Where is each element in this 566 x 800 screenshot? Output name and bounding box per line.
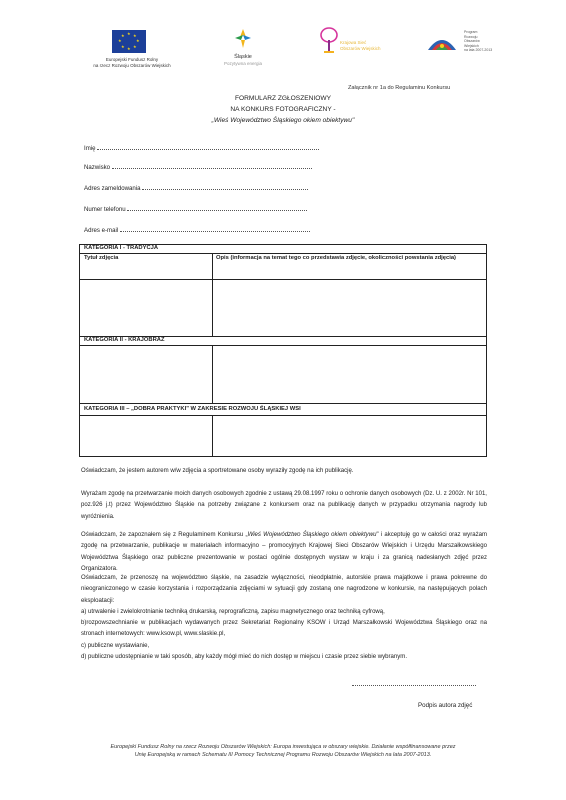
signature-label: Podpis autora zdjęć xyxy=(418,702,473,709)
ksow-logo-icon xyxy=(318,26,340,59)
signature-line[interactable] xyxy=(352,685,476,686)
category-2-heading: KATEGORIA II - KRAJOBRAZ xyxy=(84,337,165,343)
address-dotted-line xyxy=(142,183,308,190)
category-1-heading: KATEGORIA I - TRADYCJA xyxy=(84,245,159,251)
prow-line-4: Wiejskich xyxy=(464,43,479,48)
ksow-logo-text xyxy=(340,40,410,51)
eu-flag-logo: ★ ★ ★ ★ ★ ★ ★ ★ xyxy=(112,30,146,53)
prow-logo-text xyxy=(464,30,504,53)
prow-logo-icon xyxy=(424,26,460,63)
first-name-field[interactable] xyxy=(84,143,319,152)
regulations-text-end: " i akceptuję go w całości oraz wyrażam zgodę na przetwarzanie, publikacje w materiałach informacyjno – promocyjnych Krajowej Sieci Obszarów Wiejskich i Urzędu Marszałkowskiego Województwa Śląskiego oraz publiczne prezentowanie w postaci ogólnie dostępnych wystaw w kraju i za granicą nadesłanych zdjęć przez Organizatora. xyxy=(81,532,487,572)
description-header: Opis (informacja na temat tego co przedstawia zdjęcie, okoliczności powstania zdjęcia) xyxy=(216,255,456,261)
address-field[interactable] xyxy=(84,183,308,192)
field-of-use-d: d) publiczne udostępnianie w taki sposób, aby każdy mógł mieć do nich dostęp w miejscu i czasie przez siebie wybranym. xyxy=(81,654,408,661)
category-3-description-cell[interactable] xyxy=(213,416,486,456)
field-of-use-a: a) utrwalenie i zwielokrotnianie techniką drukarską, reprograficzną, zapisu magnetycznego oraz techniką cyfrową, xyxy=(81,608,385,615)
phone-field[interactable] xyxy=(84,204,307,213)
prow-line-3: Obszarów xyxy=(464,39,480,44)
prow-line-1: Program xyxy=(464,30,478,34)
copyright-transfer xyxy=(81,573,487,663)
eafrd-logo-text xyxy=(82,57,182,68)
phone-dotted-line xyxy=(127,204,307,211)
first-name-label: Imię xyxy=(84,145,96,152)
prow-line-5: na lata 2007-2013 xyxy=(464,48,493,53)
email-dotted-line xyxy=(120,225,310,232)
slaskie-logo-icon xyxy=(230,26,256,57)
footer-line-1: Europejski Fundusz Rolny na rzecz Rozwoju Obszarów Wiejskich: Europa inwestująca w obszary wiejskie. Działanie współfinansowane przez xyxy=(110,744,456,750)
slaskie-name: Śląskie xyxy=(234,54,252,60)
category-3-title-cell[interactable] xyxy=(80,416,212,456)
slaskie-logo-text xyxy=(215,55,271,66)
photo-title-header: Tytuł zdjęcia xyxy=(84,255,119,261)
email-field[interactable] xyxy=(84,225,310,234)
category-2-title-cell[interactable] xyxy=(80,346,212,403)
ksow-line-2: Obszarów Wiejskich xyxy=(340,45,381,51)
regulations-text-start: Oświadczam, że zapoznałem się z Regulaminem Konkursu „ xyxy=(81,532,248,538)
contest-name: „Wieś Województwo Śląskiego okiem obiektywu" xyxy=(211,117,355,124)
email-label: Adres e-mail xyxy=(84,227,119,234)
category-1-title-cell[interactable] xyxy=(80,281,212,336)
prow-line-2: Rozwoju xyxy=(464,34,478,39)
copyright-intro: Oświadczam, że przenoszę na województwo śląskie, na zasadzie wyłączności, nieodpłatnie, autorskie prawa majątkowe i prawa pokrewne do nieograniczonego w czasie korzystania i rozporządzania zdjęciami w sytuacji gdy zostaną one nagrodzone w konkursie, na następujących polach eksploatacji: xyxy=(81,575,487,604)
eafrd-line-1: Europejski Fundusz Rolny xyxy=(105,57,159,62)
attachment-note: Załącznik nr 1a do Regulaminu Konkursu xyxy=(348,85,451,91)
last-name-dotted-line xyxy=(112,162,312,169)
footer-note xyxy=(40,744,526,759)
slaskie-slogan: Pozytywna energia xyxy=(223,60,263,66)
field-of-use-b: b)rozpowszechnianie w publikacjach wydawanych przez Sekretariat Regionalny KSOW i Urząd Marszałkowski Województwa Śląskiego oraz na stronach internetowych: www.ksow.pl, www.slaskie.pl, xyxy=(81,620,487,638)
category-1-description-cell[interactable] xyxy=(213,281,486,336)
last-name-label: Nazwisko xyxy=(84,164,111,171)
last-name-field[interactable] xyxy=(84,162,312,171)
field-of-use-c: c) publiczne wystawianie, xyxy=(81,642,150,649)
form-title-line-2: NA KONKURS FOTOGRAFICZNY - xyxy=(230,106,336,113)
regulations-acceptance xyxy=(81,530,487,575)
authorship-declaration: Oświadczam, że jestem autorem w/w zdjęcia a sportretowane osoby wyraziły zgodę na ich publikację. xyxy=(81,468,354,474)
form-title-line-1: FORMULARZ ZGŁOSZENIOWY xyxy=(235,95,331,102)
phone-label: Numer telefonu xyxy=(84,206,126,213)
category-2-description-cell[interactable] xyxy=(213,346,486,403)
first-name-dotted-line xyxy=(97,143,319,150)
eafrd-line-2: na rzecz Rozwoju Obszarów Wiejskich xyxy=(93,62,171,68)
regulations-contest-name: Wieś Województwo Śląskiego okiem obiektywu xyxy=(247,532,377,538)
footer-line-2: Unię Europejską w ramach Schematu III Pomocy Technicznej Programu Rozwoju Obszarów Wiejskich na lata 2007-2013. xyxy=(134,751,432,758)
ksow-line-1: Krajowa Sieć xyxy=(340,40,367,45)
address-label: Adres zameldowania xyxy=(84,185,141,192)
category-3-heading: KATEGORIA III – „DOBRA PRAKTYKI" W ZAKRESIE ROZWOJU ŚLĄSKIEJ WSI xyxy=(84,406,301,412)
data-processing-consent: Wyrażam zgodę na przetwarzanie moich danych osobowych zgodnie z ustawą 29.08.1997 roku o ochronie danych osobowych (Dz. U. z 2002r. Nr 101, poz.926 j.t) przez Województwo Śląskie na potrzeby związane z konkursem oraz na publikację danych w przypadku otrzymania nagrody lub wyróżnienia. xyxy=(81,491,487,520)
